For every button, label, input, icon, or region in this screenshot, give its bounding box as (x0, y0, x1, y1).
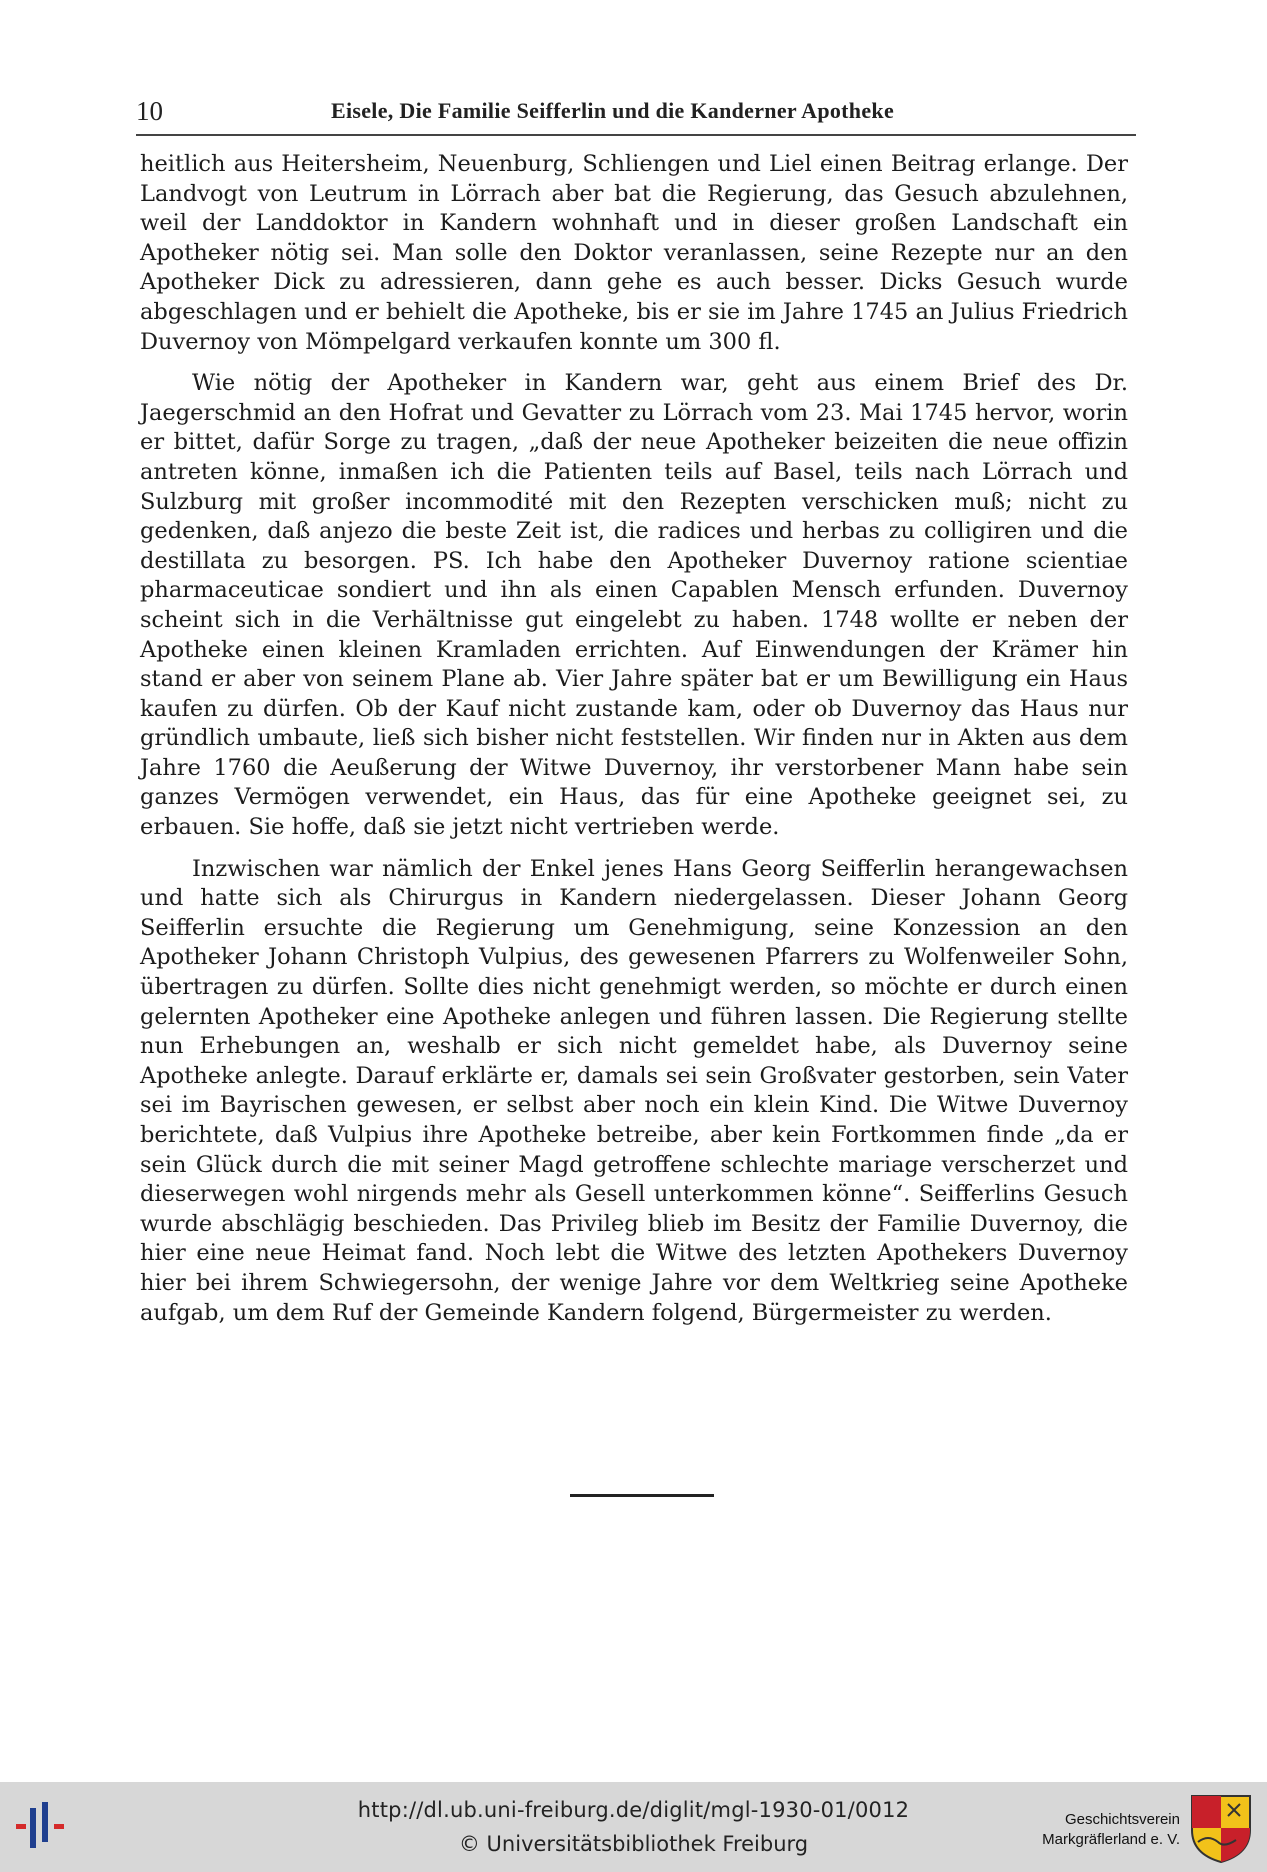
paragraph-2: Wie nötig der Apotheker in Kandern war, geht aus einem Brief des Dr. Jaegerschmid an den Hofrat und Gevatter zu Lörrach vom 23. Mai 1745 hervor, worin er bittet, dafür Sorge zu tragen, „daß der neue Apotheker beizeiten die neue offizin antreten könne, inmaßen ich die Patienten teils auf Basel, teils nach Lörrach und Sulzburg mit großer incommodité mit den Rezepten verschicken muß; nicht zu gedenken, daß anjezo die beste Zeit ist, die radices und herbas zu colligiren und die destillata zu besorgen. PS. Ich habe den Apotheker Duvernoy ratione scientiae pharmaceuticae sondiert und ihn als einen Capablen Mensch erfunden. Duvernoy scheint sich in die Verhältnisse gut eingelebt zu haben. 1748 wollte er neben der Apotheke einen kleinen Kramladen errichten. Auf Einwendungen der Krämer hin stand er aber von seinem Plane ab. Vier Jahre später bat er um Bewilligung ein Haus kaufen zu dürfen. Ob der Kauf nicht zustande kam, oder ob Duvernoy das Haus nur gründlich umbaute, ließ sich bisher nicht feststellen. Wir finden nur in Akten aus dem Jahre 1760 die Aeußerung der Witwe Duvernoy, ihr verstorbener Mann habe sein ganzes Vermögen verwendet, ein Haus, das für eine Apotheke geeignet sei, zu erbauen. Sie hoffe, daß sie jetzt nicht vertrieben werde. (140, 370, 1128, 841)
footer-url-link[interactable]: http://dl.ub.uni-freiburg.de/diglit/mgl-1930-01/0012 (357, 1798, 910, 1822)
body-text (140, 150, 1128, 1340)
page-number: 10 (136, 96, 163, 126)
footer-copyright: © Universitätsbibliothek Freiburg (458, 1832, 809, 1856)
end-rule (570, 1494, 714, 1497)
viewer-footer (0, 1782, 1267, 1872)
society-line-2: Markgräflerland e. V. (1042, 1831, 1180, 1848)
society-line-1: Geschichtsverein (1064, 1811, 1180, 1828)
coat-of-arms-icon[interactable] (1188, 1792, 1254, 1864)
footer-society-name (1010, 1810, 1180, 1850)
running-title: Eisele, Die Familie Seifferlin und die Kanderner Apotheke (331, 98, 895, 123)
paragraph-1: heitlich aus Heitersheim, Neuenburg, Schliengen und Liel einen Beitrag erlange. Der Landvogt von Leutrum in Lörrach aber bat die Regierung, das Gesuch abzulehnen, weil der Landdoktor in Kandern wohnhaft und in dieser großen Landschaft ein Apotheker nötig sei. Man solle den Doktor veranlassen, seine Rezepte nur an den Apotheker Dick zu adressieren, dann gehe es auch besser. Dicks Gesuch wurde abgeschlagen und er behielt die Apotheke, bis er sie im Jahre 1745 an Julius Friedrich Duvernoy von Mömpelgard verkaufen konnte um 300 fl. (140, 151, 1128, 355)
page-header (136, 96, 1136, 132)
paragraph-3: Inzwischen war nämlich der Enkel jenes Hans Georg Seifferlin herangewachsen und hatte sich als Chirurgus in Kandern niedergelassen. Dieser Johann Georg Seifferlin ersuchte die Regierung um Genehmigung, seine Konzession an den Apotheker Johann Christoph Vulpius, des gewesenen Pfarrers zu Wolfenweiler Sohn, übertragen zu dürfen. Sollte dies nicht genehmigt werden, so möchte er durch einen gelernten Apotheker eine Apotheke anlegen und führen lassen. Die Regierung stellte nun Erhebungen an, weshalb er sich nicht gemeldet habe, als Duvernoy seine Apotheke anlegte. Darauf erklärte er, damals sei sein Großvater gestorben, sein Vater sei im Bayrischen gewesen, er selbst aber noch ein klein Kind. Die Witwe Duvernoy berichtete, daß Vulpius ihre Apotheke betreibe, aber kein Fortkommen finde „da er sein Glück durch die mit seiner Magd getroffene schlechte mariage verscherzet und dieserwegen wohl nirgends mehr als Gesell unterkommen könne“. Seifferlins Gesuch wurde abschlägig beschieden. Das Privileg blieb im Besitz der Familie Duvernoy, die hier eine neue Heimat fand. Noch lebt die Witwe des letzten Apothekers Duvernoy hier bei ihrem Schwiegersohn, der wenige Jahre vor dem Weltkrieg seine Apotheke aufgab, um dem Ruf der Gemeinde Kandern folgend, Bürgermeister zu werden. (140, 855, 1128, 1326)
header-rule (136, 134, 1136, 136)
